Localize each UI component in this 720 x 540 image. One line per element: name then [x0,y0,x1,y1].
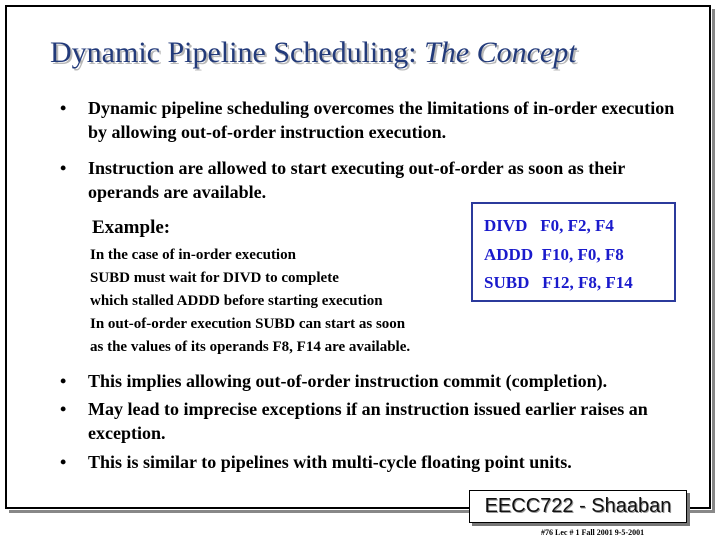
bullet-marker: • [60,158,67,178]
code-line: SUBD F12, F8, F14 [484,273,633,292]
example-line: In the case of in-order execution [90,247,296,263]
footer-note: #76 Lec # 1 Fall 2001 9-5-2001 [541,528,645,537]
example-line: SUBD must wait for DIVD to complete [90,270,339,286]
bullet-marker: • [60,452,67,472]
title-italic: The Concept [424,36,577,69]
bullet-marker: • [60,399,67,419]
title-main: Dynamic Pipeline Scheduling: [50,36,417,69]
code-line: DIVD F0, F2, F4 [484,216,614,235]
footer-title: EECC722 - Shaaban [484,495,672,517]
bullet-text: This implies allowing out-of-order instruction commit (completion). [88,371,608,391]
bullet-marker: • [60,98,67,118]
example-line: which stalled ADDD before starting execution [90,293,383,309]
bullet-marker: • [60,371,67,391]
example-line: as the values of its operands F8, F14 are available. [90,339,411,355]
bullet-text: May lead to imprecise exceptions if an instruction issued earlier raises an exception. [88,399,648,443]
slide-title [50,36,577,70]
example-label: Example: [92,217,171,238]
example-line: In out-of-order execution SUBD can start as soon [90,316,406,332]
bullet-text: This is similar to pipelines with multi-cycle floating point units. [88,452,572,472]
code-line: ADDD F10, F0, F8 [484,245,624,264]
bullet-text: Instruction are allowed to start executing out-of-order as soon as their operands are available. [88,158,625,202]
example-body [90,244,410,359]
bullet-text: Dynamic pipeline scheduling overcomes the limitations of in-order execution by allowing out-of-order instruction execution. [88,98,675,142]
footer-badge [469,490,687,523]
